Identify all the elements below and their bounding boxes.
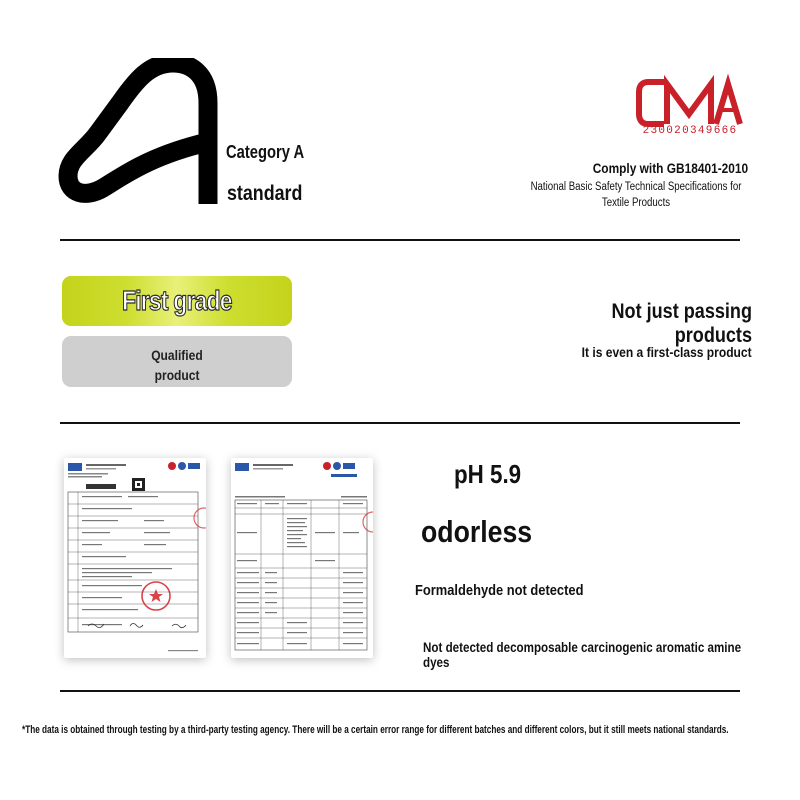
- cma-number: 230020349666: [642, 125, 738, 137]
- formaldehyde-result: Formaldehyde not detected: [415, 582, 584, 599]
- test-report-document-icon: [231, 458, 373, 658]
- test-report-document-icon: [64, 458, 206, 658]
- category-a-label: Category A: [226, 142, 305, 162]
- category-a-logo-icon: [58, 58, 228, 210]
- disclaimer-footnote: *The data is obtained through testing by a third-party testing agency. There will be a certain error range for different batches and different colors, but it still meets national standards.: [22, 724, 729, 736]
- comply-standard-text: Comply with GB18401-2010: [592, 160, 748, 176]
- specification-text: National Basic Safety Technical Specifications for Textile Products: [530, 181, 742, 209]
- divider-2: [60, 422, 740, 424]
- first-grade-badge: [62, 276, 292, 326]
- first-grade-label: First grade: [122, 285, 232, 316]
- odorless-text: odorless: [421, 514, 533, 549]
- ph-value: pH 5.9: [454, 459, 522, 489]
- subline-text: It is even a first-class product: [582, 344, 752, 360]
- standard-label: standard: [227, 182, 303, 205]
- headline-text: Not just passing products: [611, 300, 752, 347]
- divider-3: [60, 690, 740, 692]
- divider-1: [60, 239, 740, 241]
- qualified-product-label: Qualified product: [151, 347, 203, 383]
- test-report-image-2: [231, 458, 373, 658]
- qualified-product-badge: [62, 336, 292, 387]
- test-report-image-1: [64, 458, 206, 658]
- amine-dye-result: Not detected decomposable carcinogenic aromatic amine dyes: [423, 640, 742, 670]
